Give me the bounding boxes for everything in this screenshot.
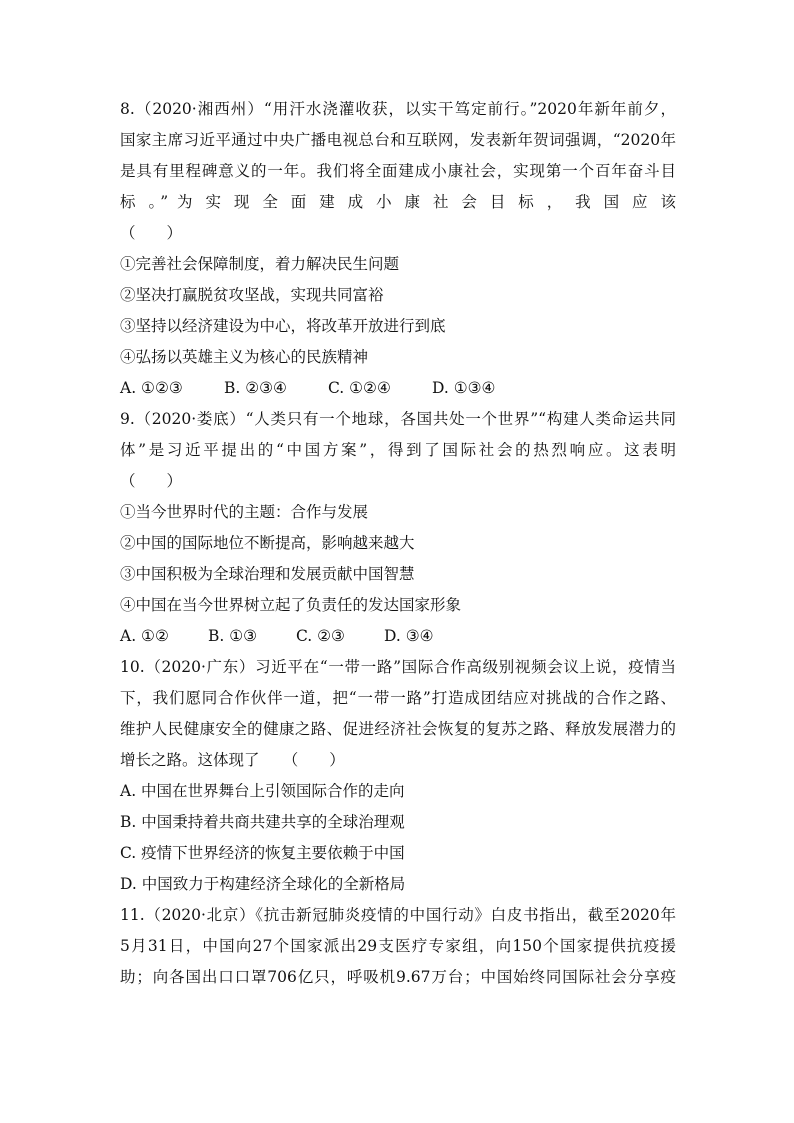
question-8-stem-line-3: 是具有里程碑意义的一年。我们将全面建成小康社会，实现第一个百年奋斗目: [120, 162, 676, 180]
question-9-statement-1: ①当今世界时代的主题：合作与发展: [120, 503, 369, 521]
question-9-statement-3: ③中国积极为全球治理和发展贡献中国智慧: [120, 565, 415, 583]
question-11-stem-line-3: 助；向各国出口口罩706亿只，呼吸机9.67万台；中国始终同国际社会分享疫: [120, 968, 676, 986]
question-11: [120, 900, 676, 993]
question-9: [120, 404, 676, 652]
question-10-stem-line-4: 增长之路。这体现了 （ ）: [120, 751, 345, 769]
question-8: [120, 94, 676, 404]
question-8-statement-3: ③坚持以经济建设为中心，将改革开放进行到底: [120, 317, 446, 335]
question-10-choice-a: A. 中国在世界舞台上引领国际合作的走向: [120, 782, 405, 800]
question-8-stem-line-1: 8.（2020·湘西州）“用汗水浇灌收获，以实干笃定前行。”2020年新年前夕，: [120, 100, 676, 118]
question-9-stem-line-2: 体”是习近平提出的“中国方案”，得到了国际社会的热烈响应。这表明: [120, 441, 676, 459]
question-9-stem-line-1: 9.（2020·娄底）“人类只有一个地球，各国共处一个世界”“构建人类命运共同: [120, 410, 676, 428]
question-9-option-b: B. ①③: [208, 627, 258, 645]
question-8-stem-line-4: 标 。” 为 实 现 全 面 建 成 小 康 社 会 目 标 ， 我 国 应 该: [120, 193, 676, 211]
question-8-option-b: B. ②③④: [224, 379, 287, 397]
question-8-statement-4: ④弘扬以英雄主义为核心的民族精神: [120, 348, 369, 366]
question-9-statement-4: ④中国在当今世界树立起了负责任的发达国家形象: [120, 596, 462, 614]
question-10-stem-line-3: 维护人民健康安全的健康之路、促进经济社会恢复的复苏之路、释放发展潜力的: [120, 720, 676, 738]
question-9-option-c: C. ②③: [296, 627, 345, 645]
question-8-option-c: C. ①②④: [328, 379, 391, 397]
question-10-stem-line-1: 10.（2020·广东）习近平在“一带一路”国际合作高级别视频会议上说，疫情当: [120, 658, 676, 676]
question-8-options: [120, 373, 676, 404]
question-8-answer-blank: （ ）: [120, 224, 183, 242]
question-9-answer-blank: （ ）: [120, 472, 183, 490]
question-10-choice-c: C. 疫情下世界经济的恢复主要依赖于中国: [120, 844, 405, 862]
question-8-option-a: A. ①②③: [120, 379, 183, 397]
question-10-stem-line-2: 下，我们愿同合作伙伴一道，把“一带一路”打造成团结应对挑战的合作之路、: [120, 689, 676, 707]
document-content: [120, 94, 676, 993]
question-11-stem-line-1: 11.（2020·北京）《抗击新冠肺炎疫情的中国行动》白皮书指出，截至2020年: [120, 906, 676, 924]
question-9-statement-2: ②中国的国际地位不断提高，影响越来越大: [120, 534, 415, 552]
question-8-statement-1: ①完善社会保障制度，着力解决民生问题: [120, 255, 400, 273]
question-8-statement-2: ②坚决打赢脱贫攻坚战，实现共同富裕: [120, 286, 384, 304]
question-11-stem-line-2: 5月31日，中国向27个国家派出29支医疗专家组，向150个国家提供抗疫援: [120, 937, 676, 955]
question-8-stem-line-2: 国家主席习近平通过中央广播电视总台和互联网，发表新年贺词强调，“2020年: [120, 131, 676, 149]
question-10-choice-d: D. 中国致力于构建经济全球化的全新格局: [120, 875, 406, 893]
question-10: [120, 652, 676, 900]
question-9-option-d: D. ③④: [384, 627, 434, 645]
question-10-choice-b: B. 中国秉持着共商共建共享的全球治理观: [120, 813, 405, 831]
question-9-options: [120, 621, 676, 652]
question-9-option-a: A. ①②: [120, 627, 169, 645]
question-8-option-d: D. ①③④: [432, 379, 496, 397]
